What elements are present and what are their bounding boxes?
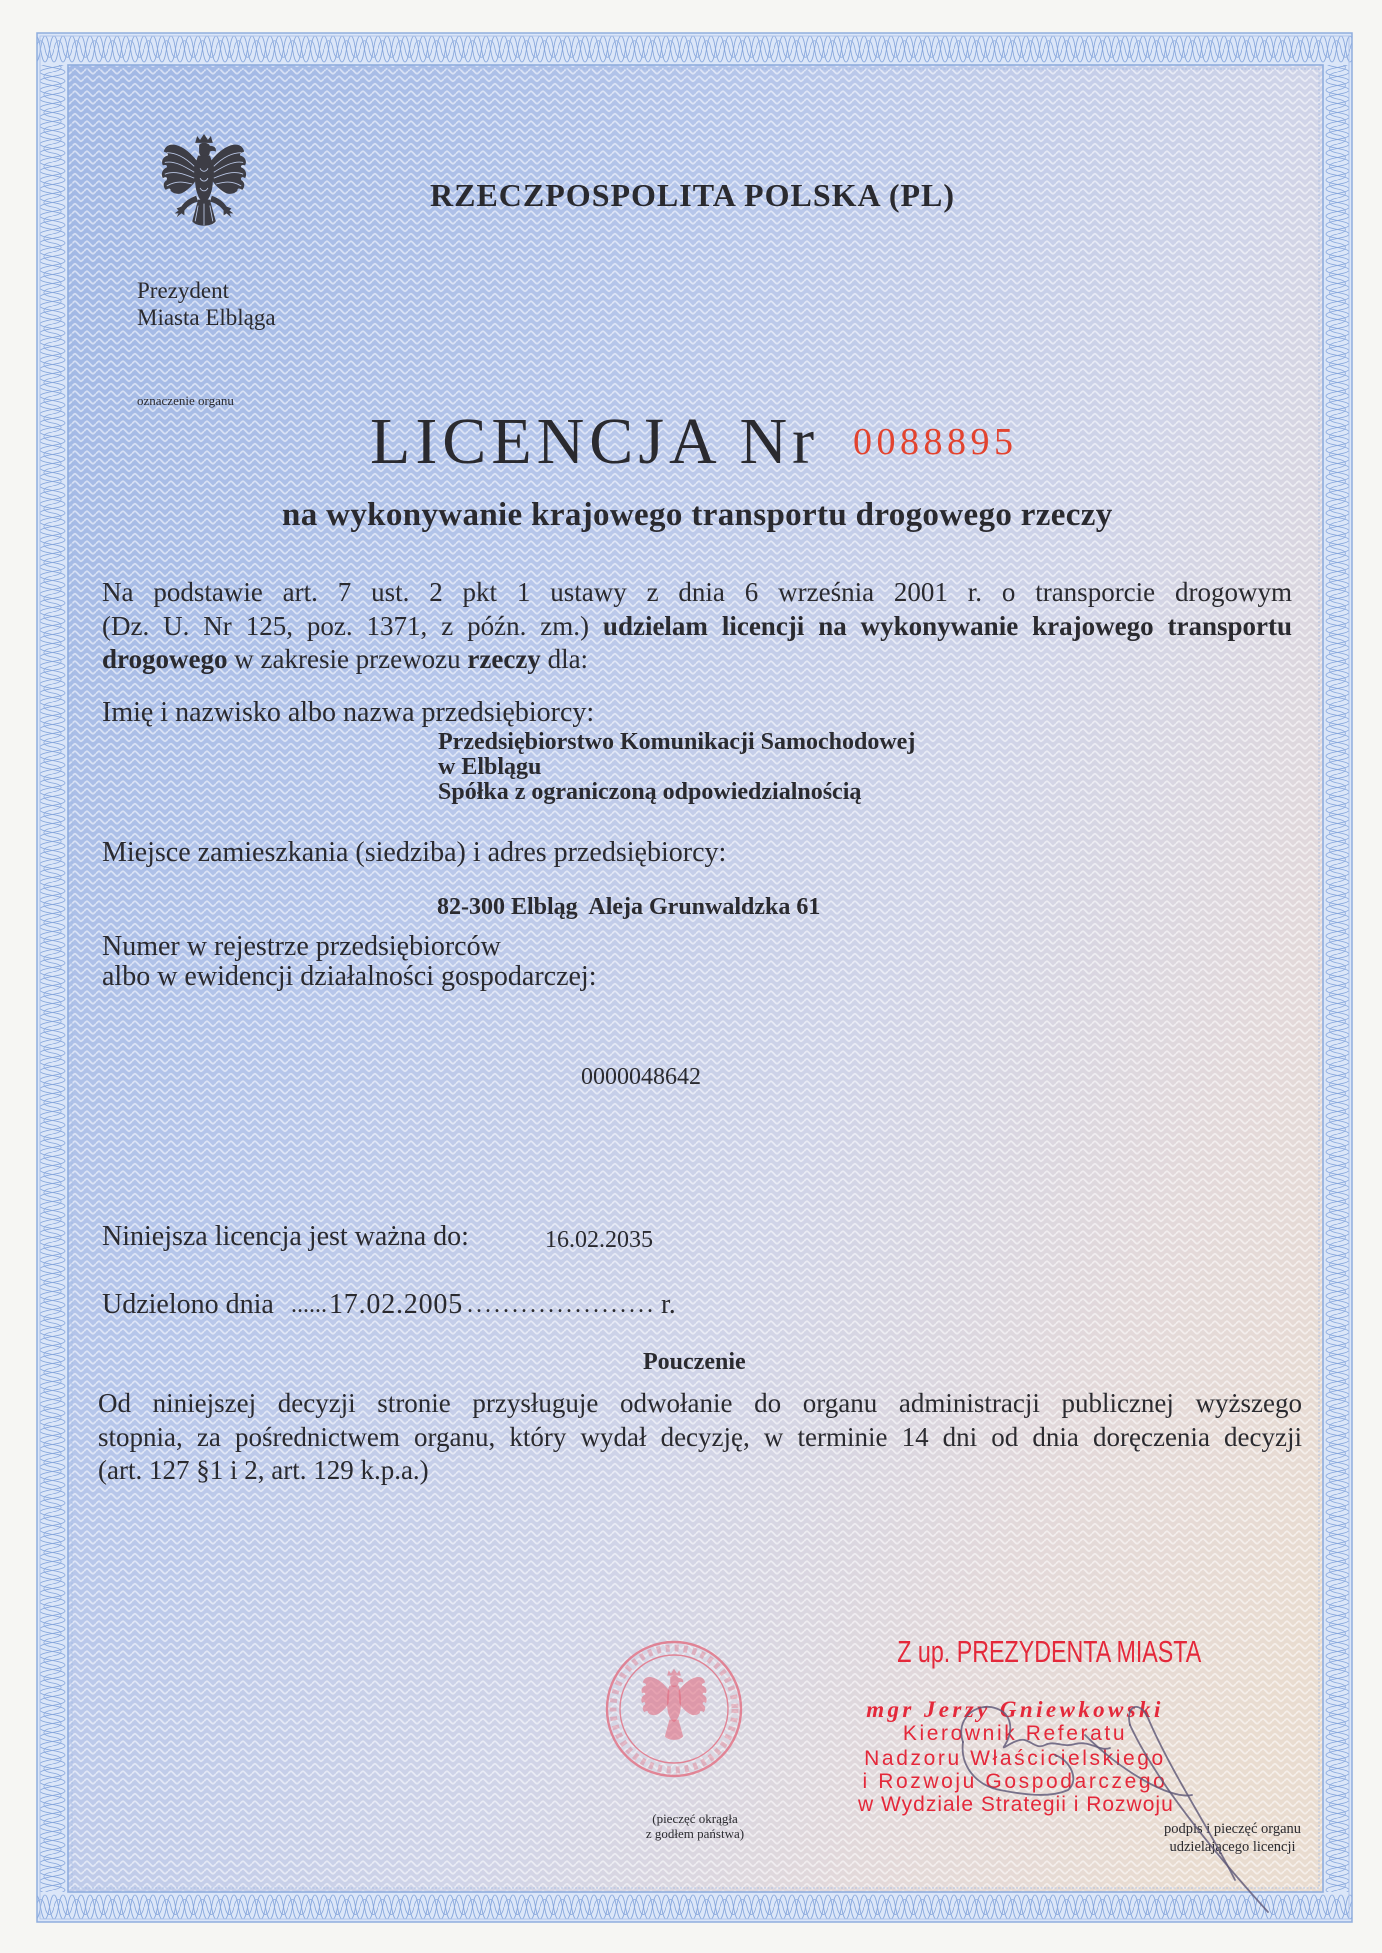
address-value: 82-300 Elbląg Aleja Grunwaldzka 61 [437,894,821,920]
signatory-position-line: i Rozwoju Gospodarczego [862,1770,1168,1793]
signatory-position-line: Nadzoru Właścicielskiego [864,1747,1166,1770]
address-label: Miejsce zamieszkania (siedziba) i adres przedsiębiorcy: [102,837,727,868]
instruction-line [98,1421,1302,1453]
license-title: LICENCJA Nr [370,405,820,478]
issuer-line-2: Miasta Elbląga [137,305,276,330]
entrepreneur-name-line: w Elblągu [438,754,542,780]
seal-caption-line: (pieczęć okrągła [652,1811,738,1826]
authority-stamp: Z up. PREZYDENTA MIASTA [897,1634,1202,1669]
instruction-heading: Pouczenie [643,1349,746,1375]
legal-basis-line [102,576,1292,608]
signature-caption-line: udzielającego licencji [1169,1839,1296,1855]
registry-number: 0000048642 [581,1064,701,1090]
legal-basis-text: (Dz. U. Nr 125, poz. 1371, z późn. zm.) [102,611,589,641]
registry-label-line: Numer w rejestrze przedsiębiorców [102,931,501,962]
entrepreneur-name-line: Spółka z ograniczoną odpowiedzialnością [438,779,862,805]
signatory-position-line: Kierownik Referatu [902,1722,1128,1745]
issued-suffix: r. [661,1289,676,1320]
issued-leader-dots: ...... [291,1292,327,1318]
legal-basis-text: w zakresie przewozu [234,644,461,674]
seal-caption-line: z godłem państwa) [645,1826,745,1841]
country-heading: RZECZPOSPOLITA POLSKA (PL) [430,177,956,213]
legal-basis-emphasis: rzeczy [467,644,541,674]
issued-label: Udzielono dnia [102,1289,274,1320]
entrepreneur-name-line: Przedsiębiorstwo Komunikacji Samochodowej [438,729,916,755]
issuer-caption: oznaczenie organu [137,393,234,408]
legal-basis-line [102,643,1292,675]
entrepreneur-name-label: Imię i nazwisko albo nazwa przedsiębiorcy: [102,697,595,728]
validity-date: 16.02.2035 [545,1227,653,1253]
instruction-line [98,1454,1302,1486]
instruction-text: (art. 127 §1 i 2, art. 129 k.p.a.) [98,1455,429,1485]
validity-label: Niniejsza licencja jest ważna do: [102,1221,469,1252]
issued-leader-dots: ..................... [467,1292,656,1318]
signature-caption-line: podpis i pieczęć organu [1163,1821,1302,1837]
license-subtitle: na wykonywanie krajowego transportu drogowego rzeczy [282,497,1113,533]
signatory-position-line: w Wydziale Strategii i Rozwoju [858,1793,1174,1816]
instruction-text: Od niniejszej decyzji stronie przysługuje odwołanie do organu administracji publicznej wyższego [98,1388,1302,1418]
legal-basis-emphasis: drogowego [102,644,228,674]
legal-basis-text: dla: [547,644,589,674]
issuer-line-1: Prezydent [137,278,229,303]
issued-date: 17.02.2005 [329,1289,463,1320]
signatory-name: mgr Jerzy Gniewkowski [866,1697,1164,1722]
polish-eagle-emblem-icon [155,133,253,235]
legal-basis-line [102,610,1292,642]
round-seal-stamp-icon [604,1639,744,1779]
instruction-text: stopnia, za pośrednictwem organu, który wydał decyzję, w terminie 14 dni od dnia doręczenia decyzji [98,1422,1302,1452]
instruction-line [98,1387,1302,1419]
legal-basis-text: Na podstawie art. 7 ust. 2 pkt 1 ustawy z dnia 6 września 2001 r. o transporcie drogowym [102,577,1292,607]
license-number: 0088895 [853,421,1018,463]
registry-label-line: albo w ewidencji działalności gospodarczej: [102,961,597,992]
legal-basis-emphasis: udzielam licencji na wykonywanie krajowego transportu [602,611,1293,641]
